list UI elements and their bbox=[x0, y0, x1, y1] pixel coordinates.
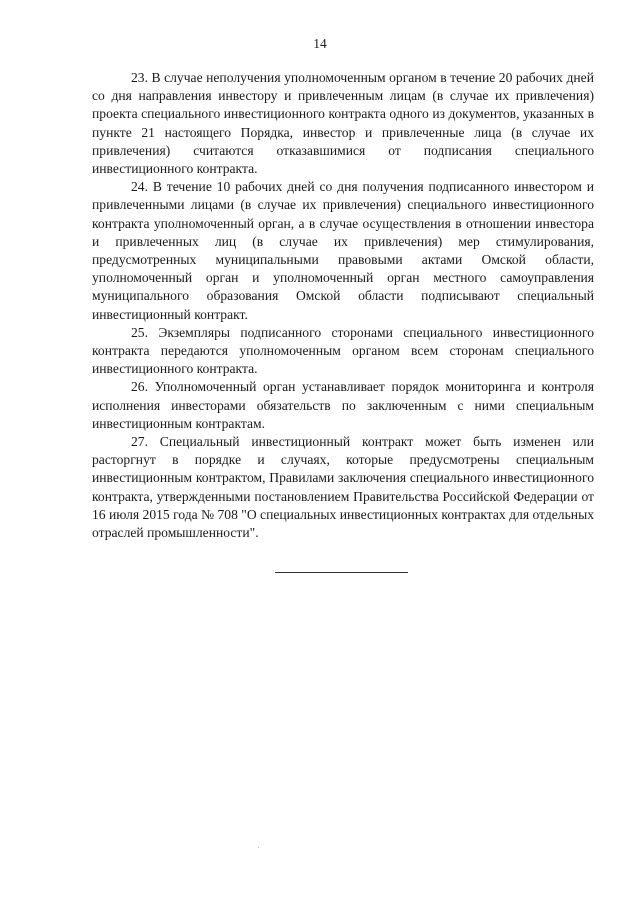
scan-speck bbox=[258, 847, 259, 848]
paragraph-24: 24. В течение 10 рабочих дней со дня получения подписанного инвестором и привлеченными лицами (в случае их привлечения) специального инвестиционного контракта уполномоченный орган, а в случае осуществления в отношении инвестора и привлеченных лиц (в случае их привлечения) мер стимулирования, предусмотренных муниципальными правовыми актами Омской области, уполномоченный орган и уполномоченный орган местного самоуправления муниципального образования Омской области подписывают специальный инвестиционный контракт. bbox=[92, 179, 594, 322]
paragraph-23: 23. В случае неполучения уполномоченным органом в течение 20 рабочих дней со дня направления инвестору и привлеченным лицам (в случае их привлечения) проекта специального инвестиционного контракта одного из документов, указанных в пункте 21 настоящего Порядка, инвестор и привлеченные лица (в случае их привлечения) считаются отказавшимися от подписания специального инвестиционного контракта. bbox=[92, 70, 594, 177]
paragraph-27: 27. Специальный инвестиционный контракт может быть изменен или расторгнут в порядке и случаях, которые предусмотрены специальным инвестиционным контрактом, Правилами заключения специального инвестиционного контракта, утвержденными постановлением Правительства Российской Федерации от 16 июля 2015 года № 708 "О специальных инвестиционных контрактах для отдельных отраслей промышленности". bbox=[92, 434, 594, 541]
paragraph-25: 25. Экземпляры подписанного сторонами специального инвестиционного контракта передаются уполномоченным органом всем сторонам специального инвестиционного контракта. bbox=[92, 324, 594, 377]
page-number: 14 bbox=[313, 36, 327, 51]
document-body bbox=[92, 69, 594, 542]
end-divider-line bbox=[275, 572, 408, 573]
paragraph-26: 26. Уполномоченный орган устанавливает порядок мониторинга и контроля исполнения инвесторами обязательств по заключенным с ними специальным инвестиционным контрактам. bbox=[92, 379, 594, 431]
